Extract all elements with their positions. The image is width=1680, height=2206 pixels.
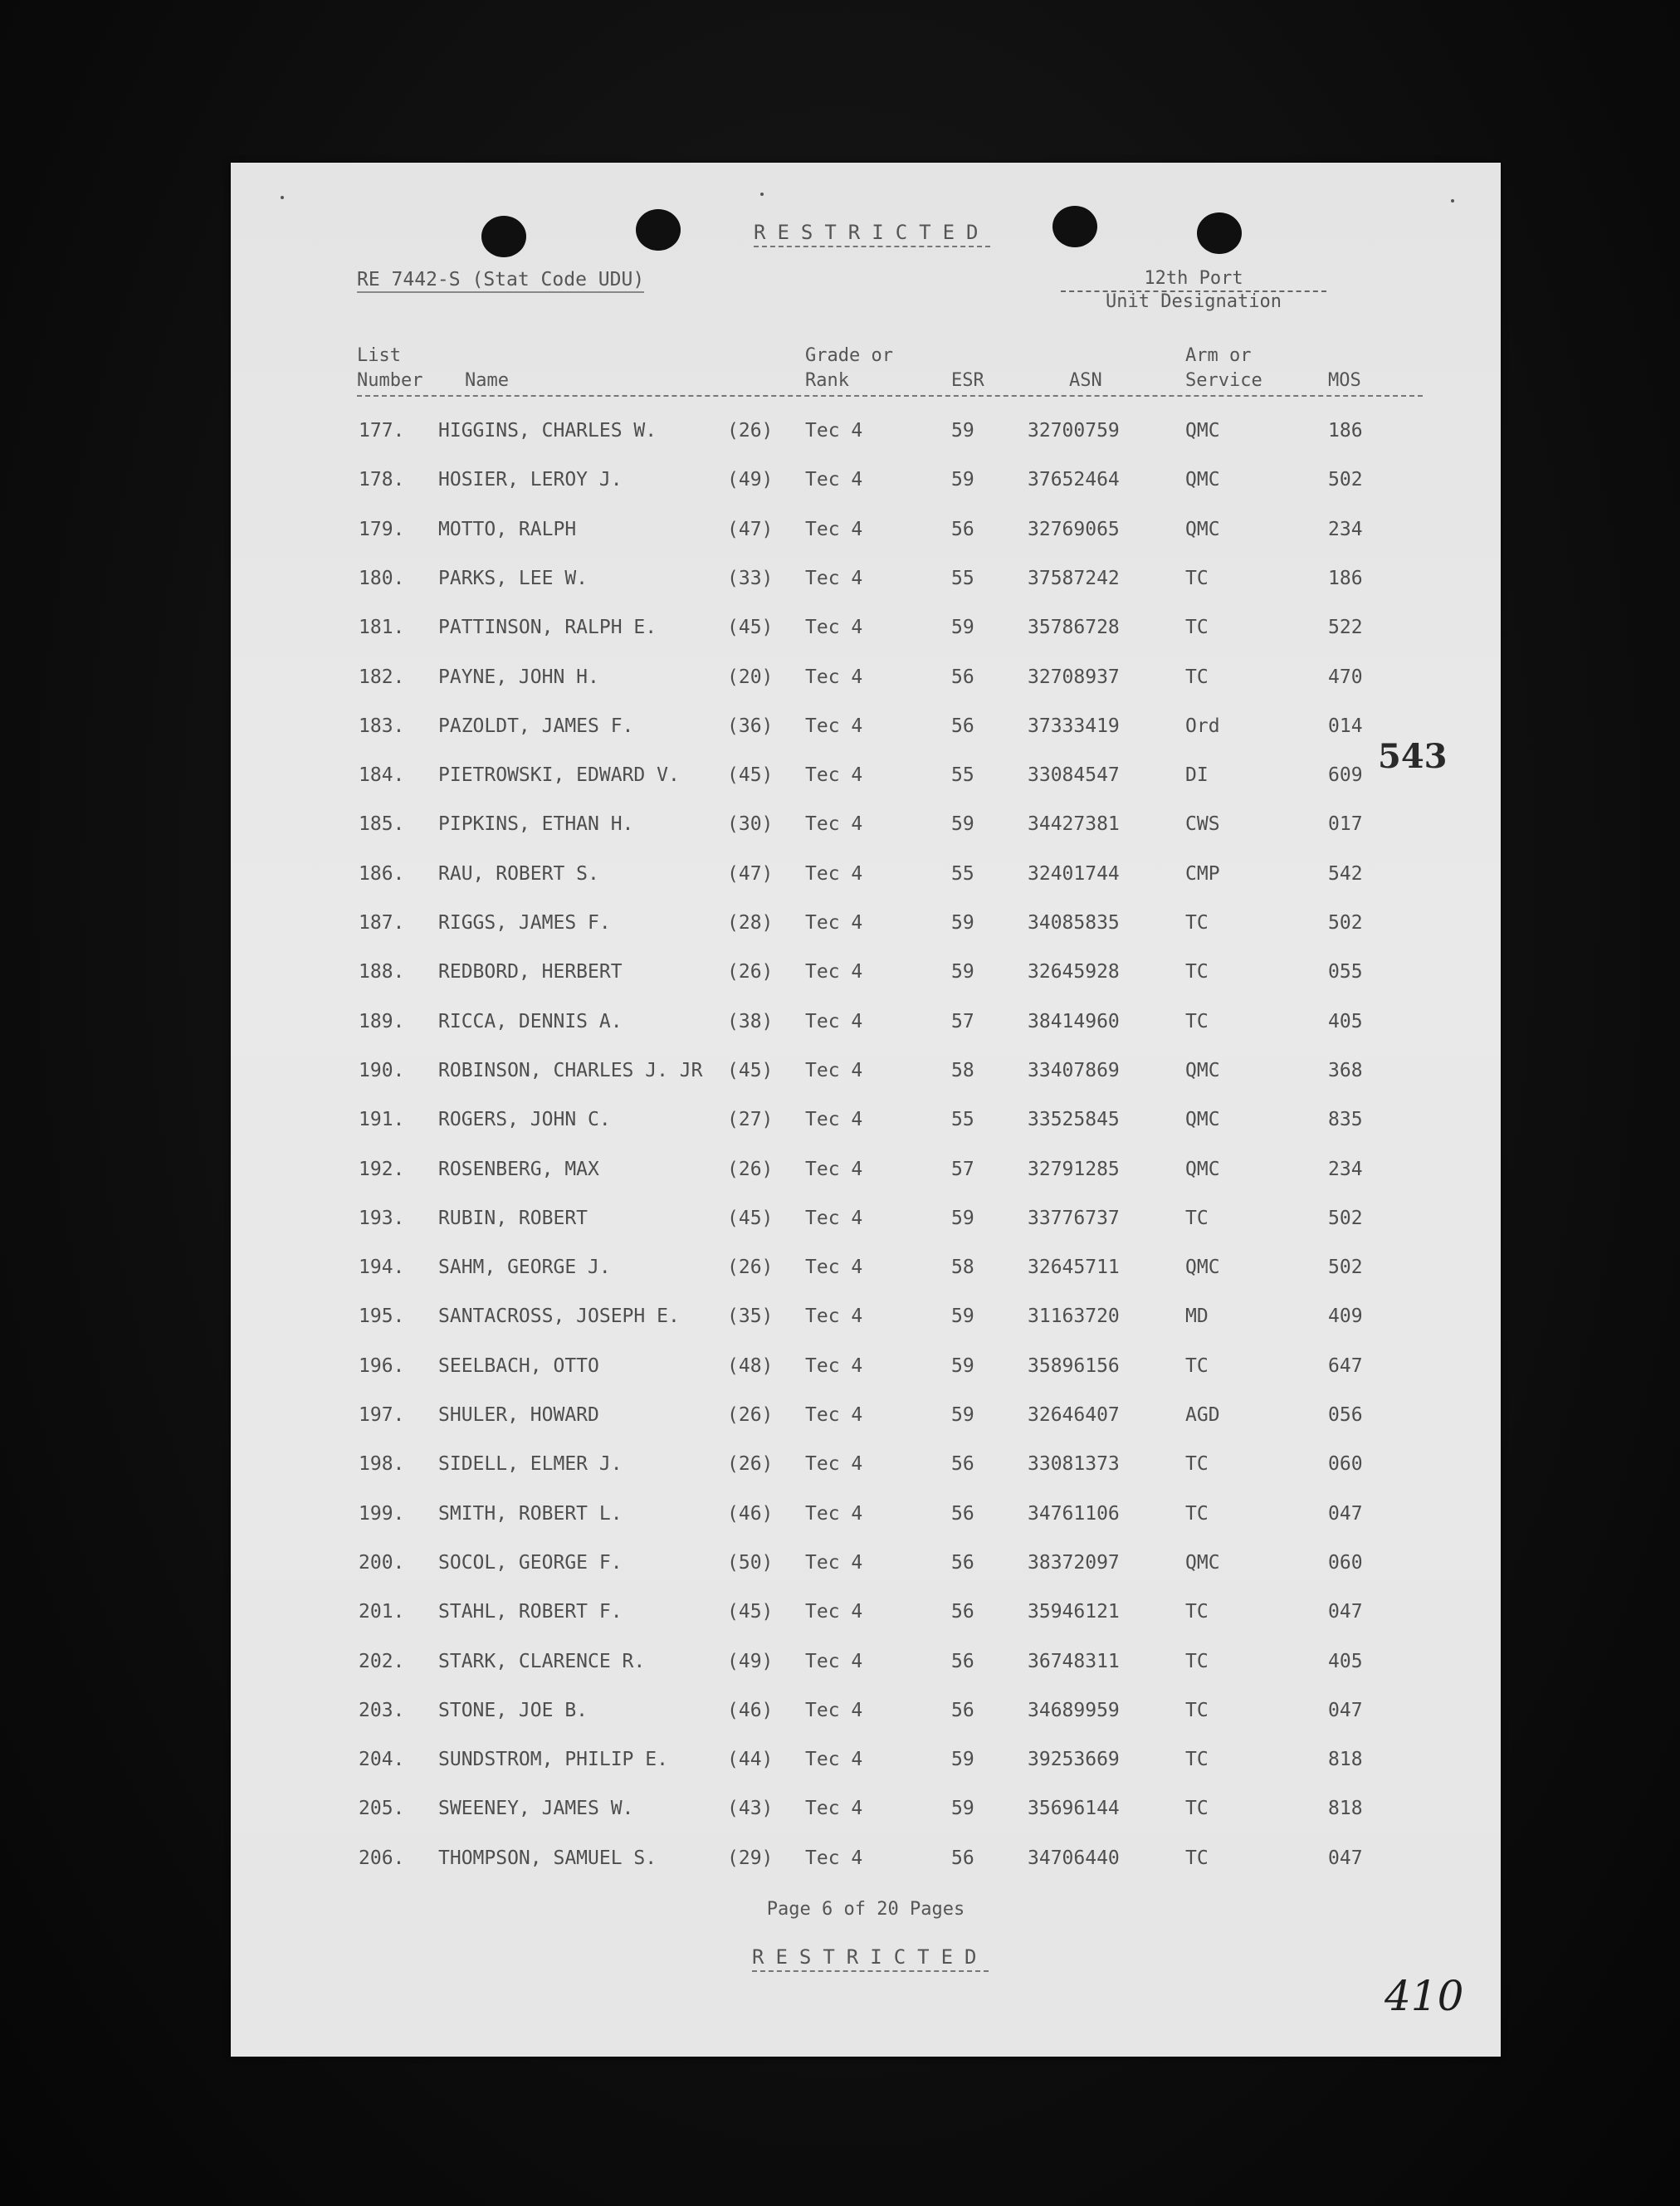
mos: 818: [1328, 1749, 1363, 1770]
table-row: [231, 1306, 1501, 1339]
person-name: SMITH, ROBERT L.: [438, 1503, 623, 1525]
asn: 35946121: [1028, 1601, 1120, 1623]
grade: Tec 4: [805, 1355, 863, 1377]
esr: 59: [951, 420, 974, 442]
age: (48): [727, 1355, 774, 1377]
age: (26): [727, 1159, 774, 1180]
list-number: 191.: [359, 1109, 405, 1130]
grade: Tec 4: [805, 1503, 863, 1525]
age: (43): [727, 1798, 774, 1819]
table-row: [231, 1601, 1501, 1634]
mos: 060: [1328, 1552, 1363, 1574]
col-asn: ASN: [1069, 370, 1102, 391]
esr: 59: [951, 617, 974, 638]
grade: Tec 4: [805, 1749, 863, 1770]
esr: 56: [951, 1601, 974, 1623]
age: (26): [727, 961, 774, 983]
age: (38): [727, 1011, 774, 1032]
list-number: 194.: [359, 1257, 405, 1278]
arm-service: TC: [1185, 1601, 1209, 1623]
person-name: PAZOLDT, JAMES F.: [438, 715, 634, 737]
table-row: [231, 912, 1501, 945]
esr: 59: [951, 469, 974, 490]
asn: 32645928: [1028, 961, 1120, 983]
grade: Tec 4: [805, 912, 863, 934]
speck: [1451, 199, 1454, 203]
table-row: [231, 715, 1501, 749]
mos: 542: [1328, 863, 1363, 885]
age: (46): [727, 1503, 774, 1525]
table-row: [231, 469, 1501, 502]
person-name: REDBORD, HERBERT: [438, 961, 623, 983]
grade: Tec 4: [805, 617, 863, 638]
asn: 32769065: [1028, 519, 1120, 540]
asn: 35786728: [1028, 617, 1120, 638]
esr: 55: [951, 568, 974, 589]
arm-service: TC: [1185, 1011, 1209, 1032]
col-esr: ESR: [951, 370, 984, 391]
age: (45): [727, 1208, 774, 1229]
person-name: SWEENEY, JAMES W.: [438, 1798, 634, 1819]
col-mos: MOS: [1328, 370, 1361, 391]
mos: 014: [1328, 715, 1363, 737]
table-row: [231, 420, 1501, 453]
esr: 59: [951, 961, 974, 983]
arm-service: TC: [1185, 568, 1209, 589]
mos: 818: [1328, 1798, 1363, 1819]
age: (30): [727, 813, 774, 835]
mos: 368: [1328, 1060, 1363, 1081]
esr: 59: [951, 1749, 974, 1770]
asn: 33776737: [1028, 1208, 1120, 1229]
table-row: [231, 1060, 1501, 1093]
age: (33): [727, 568, 774, 589]
list-number: 179.: [359, 519, 405, 540]
list-number: 181.: [359, 617, 405, 638]
arm-service: TC: [1185, 1651, 1209, 1672]
grade: Tec 4: [805, 519, 863, 540]
asn: 34427381: [1028, 813, 1120, 835]
table-row: [231, 1552, 1501, 1585]
table-row: [231, 1355, 1501, 1389]
age: (45): [727, 617, 774, 638]
arm-service: CMP: [1185, 863, 1220, 885]
grade: Tec 4: [805, 1011, 863, 1032]
age: (26): [727, 1453, 774, 1475]
arm-service: TC: [1185, 1798, 1209, 1819]
age: (28): [727, 912, 774, 934]
list-number: 192.: [359, 1159, 405, 1180]
list-number: 197.: [359, 1404, 405, 1426]
table-row: [231, 666, 1501, 700]
mos: 522: [1328, 617, 1363, 638]
list-number: 186.: [359, 863, 405, 885]
asn: 32645711: [1028, 1257, 1120, 1278]
esr: 56: [951, 1700, 974, 1721]
age: (47): [727, 863, 774, 885]
asn: 37652464: [1028, 469, 1120, 490]
arm-service: DI: [1185, 764, 1209, 786]
age: (49): [727, 469, 774, 490]
person-name: SAHM, GEORGE J.: [438, 1257, 611, 1278]
esr: 56: [951, 666, 974, 688]
grade: Tec 4: [805, 420, 863, 442]
esr: 56: [951, 1503, 974, 1525]
mos: 405: [1328, 1651, 1363, 1672]
age: (26): [727, 1404, 774, 1426]
table-row: [231, 568, 1501, 601]
list-number: 200.: [359, 1552, 405, 1574]
table-row: [231, 1404, 1501, 1437]
arm-service: QMC: [1185, 1159, 1220, 1180]
esr: 55: [951, 863, 974, 885]
grade: Tec 4: [805, 863, 863, 885]
asn: 34761106: [1028, 1503, 1120, 1525]
asn: 32646407: [1028, 1404, 1120, 1426]
esr: 56: [951, 1651, 974, 1672]
person-name: HIGGINS, CHARLES W.: [438, 420, 657, 442]
asn: 32401744: [1028, 863, 1120, 885]
age: (44): [727, 1749, 774, 1770]
classification-bottom: RESTRICTED: [752, 1945, 989, 1972]
esr: 59: [951, 813, 974, 835]
age: (26): [727, 420, 774, 442]
grade: Tec 4: [805, 1847, 863, 1869]
asn: 34085835: [1028, 912, 1120, 934]
arm-service: MD: [1185, 1306, 1209, 1327]
arm-service: TC: [1185, 666, 1209, 688]
asn: 34689959: [1028, 1700, 1120, 1721]
list-number: 188.: [359, 961, 405, 983]
esr: 56: [951, 715, 974, 737]
asn: 32791285: [1028, 1159, 1120, 1180]
esr: 55: [951, 1109, 974, 1130]
arm-service: QMC: [1185, 469, 1220, 490]
age: (45): [727, 1601, 774, 1623]
mos: 186: [1328, 568, 1363, 589]
arm-service: TC: [1185, 1847, 1209, 1869]
asn: 33525845: [1028, 1109, 1120, 1130]
list-number: 193.: [359, 1208, 405, 1229]
age: (29): [727, 1847, 774, 1869]
asn: 37333419: [1028, 715, 1120, 737]
unit-block: [1061, 269, 1326, 312]
grade: Tec 4: [805, 1257, 863, 1278]
asn: 39253669: [1028, 1749, 1120, 1770]
mos: 047: [1328, 1700, 1363, 1721]
list-number: 206.: [359, 1847, 405, 1869]
esr: 56: [951, 1552, 974, 1574]
asn: 35896156: [1028, 1355, 1120, 1377]
form-code: RE 7442-S (Stat Code UDU): [357, 269, 644, 293]
asn: 32708937: [1028, 666, 1120, 688]
person-name: SIDELL, ELMER J.: [438, 1453, 623, 1475]
list-number: 202.: [359, 1651, 405, 1672]
speck: [281, 196, 284, 199]
mos: 502: [1328, 1257, 1363, 1278]
grade: Tec 4: [805, 1208, 863, 1229]
mos: 186: [1328, 420, 1363, 442]
mos: 056: [1328, 1404, 1363, 1426]
arm-service: CWS: [1185, 813, 1220, 835]
document-sheet: [231, 163, 1501, 2057]
table-row: [231, 764, 1501, 798]
esr: 57: [951, 1011, 974, 1032]
age: (20): [727, 666, 774, 688]
header-rule: [357, 395, 1423, 397]
punch-hole: [1197, 212, 1242, 254]
esr: 56: [951, 1453, 974, 1475]
esr: 55: [951, 764, 974, 786]
age: (45): [727, 764, 774, 786]
punch-hole: [481, 216, 526, 257]
person-name: RAU, ROBERT S.: [438, 863, 599, 885]
esr: 56: [951, 1847, 974, 1869]
asn: 34706440: [1028, 1847, 1120, 1869]
col-arm: Arm or Service: [1185, 345, 1262, 391]
list-number: 185.: [359, 813, 405, 835]
arm-service: QMC: [1185, 519, 1220, 540]
col-grade: Grade or Rank: [805, 345, 893, 391]
list-number: 189.: [359, 1011, 405, 1032]
age: (49): [727, 1651, 774, 1672]
grade: Tec 4: [805, 1651, 863, 1672]
grade: Tec 4: [805, 813, 863, 835]
age: (27): [727, 1109, 774, 1130]
table-row: [231, 1208, 1501, 1241]
grade: Tec 4: [805, 1798, 863, 1819]
table-row: [231, 1453, 1501, 1486]
asn: 36748311: [1028, 1651, 1120, 1672]
arm-service: QMC: [1185, 1257, 1220, 1278]
asn: 31163720: [1028, 1306, 1120, 1327]
esr: 58: [951, 1257, 974, 1278]
person-name: STONE, JOE B.: [438, 1700, 588, 1721]
arm-service: TC: [1185, 1453, 1209, 1475]
arm-service: TC: [1185, 1503, 1209, 1525]
list-number: 187.: [359, 912, 405, 934]
table-row: [231, 961, 1501, 994]
table-row: [231, 1159, 1501, 1192]
mos: 835: [1328, 1109, 1363, 1130]
esr: 57: [951, 1159, 974, 1180]
person-name: SOCOL, GEORGE F.: [438, 1552, 623, 1574]
table-row: [231, 1798, 1501, 1831]
arm-service: TC: [1185, 617, 1209, 638]
grade: Tec 4: [805, 764, 863, 786]
asn: 38372097: [1028, 1552, 1120, 1574]
mos: 055: [1328, 961, 1363, 983]
age: (50): [727, 1552, 774, 1574]
speck: [760, 193, 764, 196]
mos: 502: [1328, 912, 1363, 934]
person-name: ROGERS, JOHN C.: [438, 1109, 611, 1130]
person-name: SEELBACH, OTTO: [438, 1355, 599, 1377]
list-number: 196.: [359, 1355, 405, 1377]
mos: 047: [1328, 1503, 1363, 1525]
arm-service: TC: [1185, 912, 1209, 934]
person-name: PIPKINS, ETHAN H.: [438, 813, 634, 835]
mos: 502: [1328, 1208, 1363, 1229]
grade: Tec 4: [805, 715, 863, 737]
mos: 017: [1328, 813, 1363, 835]
list-number: 180.: [359, 568, 405, 589]
age: (47): [727, 519, 774, 540]
person-name: RIGGS, JAMES F.: [438, 912, 611, 934]
asn: 32700759: [1028, 420, 1120, 442]
unit-label: Unit Designation: [1061, 290, 1326, 312]
asn: 37587242: [1028, 568, 1120, 589]
table-row: [231, 863, 1501, 896]
classification-top: RESTRICTED: [754, 221, 990, 247]
arm-service: AGD: [1185, 1404, 1220, 1426]
list-number: 184.: [359, 764, 405, 786]
list-number: 190.: [359, 1060, 405, 1081]
table-row: [231, 1749, 1501, 1782]
col-name: Name: [465, 370, 509, 391]
mos: 470: [1328, 666, 1363, 688]
person-name: THOMPSON, SAMUEL S.: [438, 1847, 657, 1869]
esr: 58: [951, 1060, 974, 1081]
table-row: [231, 1847, 1501, 1881]
list-number: 183.: [359, 715, 405, 737]
mos: 502: [1328, 469, 1363, 490]
age: (45): [727, 1060, 774, 1081]
age: (36): [727, 715, 774, 737]
esr: 56: [951, 519, 974, 540]
list-number: 178.: [359, 469, 405, 490]
asn: 35696144: [1028, 1798, 1120, 1819]
person-name: PAYNE, JOHN H.: [438, 666, 599, 688]
age: (35): [727, 1306, 774, 1327]
arm-service: QMC: [1185, 1060, 1220, 1081]
person-name: ROSENBERG, MAX: [438, 1159, 599, 1180]
list-number: 205.: [359, 1798, 405, 1819]
grade: Tec 4: [805, 1159, 863, 1180]
arm-service: TC: [1185, 1208, 1209, 1229]
arm-service: QMC: [1185, 420, 1220, 442]
arm-service: QMC: [1185, 1109, 1220, 1130]
table-row: [231, 1700, 1501, 1733]
asn: 33081373: [1028, 1453, 1120, 1475]
person-name: RUBIN, ROBERT: [438, 1208, 588, 1229]
list-number: 204.: [359, 1749, 405, 1770]
age: (46): [727, 1700, 774, 1721]
mos: 047: [1328, 1847, 1363, 1869]
list-number: 195.: [359, 1306, 405, 1327]
mos: 405: [1328, 1011, 1363, 1032]
arm-service: TC: [1185, 1700, 1209, 1721]
person-name: SANTACROSS, JOSEPH E.: [438, 1306, 680, 1327]
table-row: [231, 813, 1501, 847]
arm-service: TC: [1185, 1749, 1209, 1770]
person-name: ROBINSON, CHARLES J. JR: [438, 1060, 703, 1081]
asn: 38414960: [1028, 1011, 1120, 1032]
asn: 33084547: [1028, 764, 1120, 786]
list-number: 198.: [359, 1453, 405, 1475]
page-label: Page 6 of 20 Pages: [766, 1899, 965, 1920]
grade: Tec 4: [805, 1306, 863, 1327]
person-name: PATTINSON, RALPH E.: [438, 617, 657, 638]
esr: 59: [951, 1798, 974, 1819]
grade: Tec 4: [805, 1700, 863, 1721]
table-row: [231, 519, 1501, 552]
unit-value: 12th Port: [1144, 268, 1243, 289]
grade: Tec 4: [805, 1060, 863, 1081]
punch-hole: [636, 209, 681, 251]
grade: Tec 4: [805, 568, 863, 589]
list-number: 203.: [359, 1700, 405, 1721]
list-number: 182.: [359, 666, 405, 688]
arm-service: TC: [1185, 961, 1209, 983]
col-list-number: List Number: [357, 345, 423, 391]
mos: 060: [1328, 1453, 1363, 1475]
person-name: STAHL, ROBERT F.: [438, 1601, 623, 1623]
person-name: PIETROWSKI, EDWARD V.: [438, 764, 680, 786]
grade: Tec 4: [805, 1404, 863, 1426]
person-name: STARK, CLARENCE R.: [438, 1651, 646, 1672]
table-row: [231, 617, 1501, 650]
table-row: [231, 1109, 1501, 1142]
esr: 59: [951, 1404, 974, 1426]
person-name: HOSIER, LEROY J.: [438, 469, 623, 490]
grade: Tec 4: [805, 961, 863, 983]
mos: 047: [1328, 1601, 1363, 1623]
grade: Tec 4: [805, 1552, 863, 1574]
grade: Tec 4: [805, 1601, 863, 1623]
grade: Tec 4: [805, 666, 863, 688]
grade: Tec 4: [805, 1453, 863, 1475]
arm-service: Ord: [1185, 715, 1220, 737]
list-number: 177.: [359, 420, 405, 442]
mos: 234: [1328, 519, 1363, 540]
person-name: SHULER, HOWARD: [438, 1404, 599, 1426]
punch-hole: [1052, 206, 1097, 247]
list-number: 201.: [359, 1601, 405, 1623]
table-row: [231, 1011, 1501, 1044]
table-row: [231, 1503, 1501, 1536]
mos: 234: [1328, 1159, 1363, 1180]
asn: 33407869: [1028, 1060, 1120, 1081]
person-name: MOTTO, RALPH: [438, 519, 577, 540]
arm-service: TC: [1185, 1355, 1209, 1377]
grade: Tec 4: [805, 1109, 863, 1130]
age: (26): [727, 1257, 774, 1278]
list-number: 199.: [359, 1503, 405, 1525]
mos: 409: [1328, 1306, 1363, 1327]
esr: 59: [951, 912, 974, 934]
handwritten-number: 410: [1385, 1972, 1464, 2020]
table-row: [231, 1257, 1501, 1290]
esr: 59: [951, 1208, 974, 1229]
arm-service: QMC: [1185, 1552, 1220, 1574]
stamp-number: 543: [1378, 737, 1448, 776]
mos: 609: [1328, 764, 1363, 786]
esr: 59: [951, 1355, 974, 1377]
person-name: RICCA, DENNIS A.: [438, 1011, 623, 1032]
table-row: [231, 1651, 1501, 1684]
esr: 59: [951, 1306, 974, 1327]
grade: Tec 4: [805, 469, 863, 490]
mos: 647: [1328, 1355, 1363, 1377]
person-name: PARKS, LEE W.: [438, 568, 588, 589]
person-name: SUNDSTROM, PHILIP E.: [438, 1749, 668, 1770]
